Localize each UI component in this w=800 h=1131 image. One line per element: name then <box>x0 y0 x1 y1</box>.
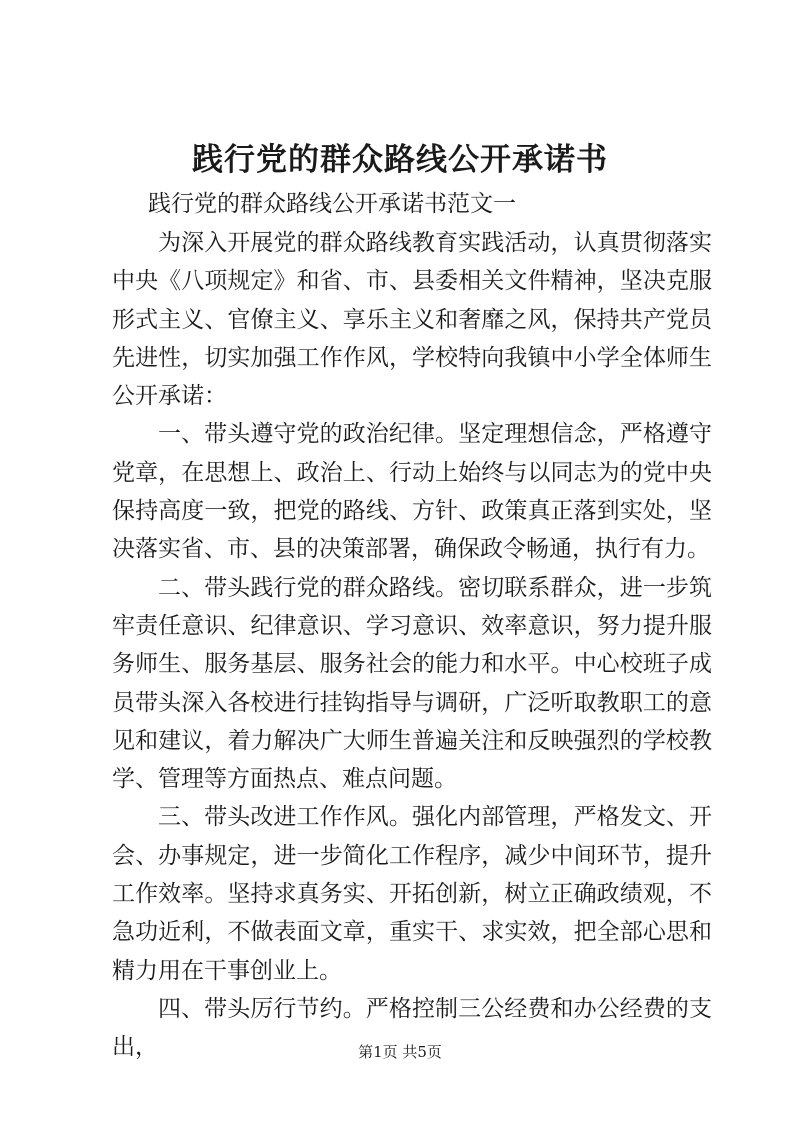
document-subtitle: 践行党的群众路线公开承诺书范文一 <box>148 191 516 217</box>
paragraph-one: 一、带头遵守党的政治纪律。坚定理想信念，严格遵守党章，在思想上、政治上、行动上始终与以同志为的党中央保持高度一致，把党的路线、方针、政策真正落到实处，坚决落实省、市、县的决策部署，确保政令畅通，执行有力。 <box>112 421 712 563</box>
paragraph-two: 二、带头践行党的群众路线。密切联系群众，进一步筑牢责任意识、纪律意识、学习意识、效率意识，努力提升服务师生、服务基层、服务社会的能力和水平。中心校班子成员带头深入各校进行挂钩指导与调研，广泛听取教职工的意见和建议，着力解决广大师生普遍关注和反映强烈的学校教学、管理等方面热点、难点问题。 <box>112 574 712 793</box>
paragraph-three: 三、带头改进工作作风。强化内部管理，严格发文、开会、办事规定，进一步简化工作程序，减少中间环节，提升工作效率。坚持求真务实、开拓创新，树立正确政绩观，不急功近利，不做表面文章，重实干、求实效，把全部心思和精力用在干事创业上。 <box>112 804 712 984</box>
paragraph-four: 四、带头厉行节约。严格控制三公经费和办公经费的支出， <box>112 995 712 1061</box>
page-number-footer: 第1页 共5页 <box>358 1043 442 1061</box>
paragraph-intro: 为深入开展党的群众路线教育实践活动，认真贯彻落实中央《八项规定》和省、市、县委相关文件精神，坚决克服形式主义、官僚主义、享乐主义和奢靡之风，保持共产党员先进性，切实加强工作作风，学校特向我镇中小学全体师生公开承诺： <box>112 230 712 410</box>
document-title: 践行党的群众路线公开承诺书 <box>192 142 608 178</box>
document-body <box>112 224 712 1067</box>
